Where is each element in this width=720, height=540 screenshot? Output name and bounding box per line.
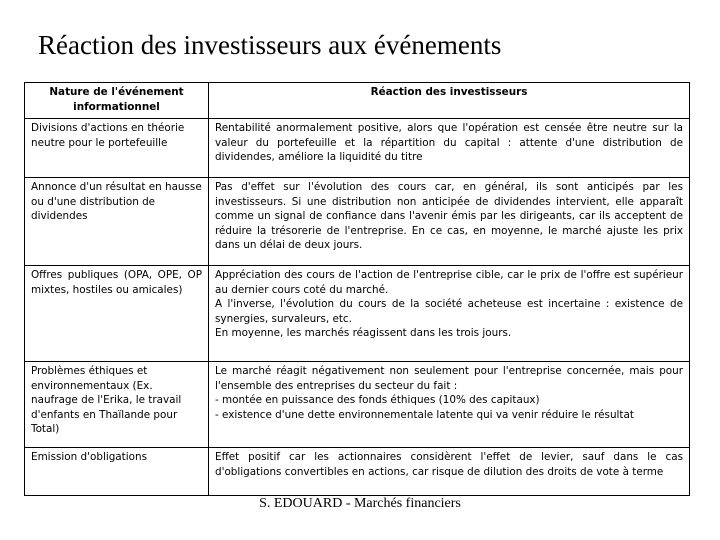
event-cell: Divisions d'actions en théorie neutre pour le portefeuille (25, 119, 209, 178)
footer-author: S. EDOUARD - Marchés financiers (259, 496, 461, 511)
reaction-cell (209, 448, 690, 496)
event-cell: Emission d'obligations (25, 448, 209, 496)
reaction-cell (209, 119, 690, 178)
reaction-text: - montée en puissance des fonds éthiques (10% des capitaux) (215, 394, 540, 406)
reaction-text: En moyenne, les marchés réagissent dans les trois jours. (215, 327, 512, 339)
table-row (25, 119, 690, 178)
reaction-text: Rentabilité anormalement positive, alors que l'opération est censée être neutre sur la valeur du portefeuille et la répartition du capital : attente d'une distribution de dividendes, améliore la liquidité du titre (215, 122, 683, 163)
reaction-text: Effet positif car les actionnaires considèrent l'effet de levier, sauf dans le cas d'obligations convertibles en actions, car risque de dilution des droits de vote à terme (215, 451, 683, 478)
event-cell: Annonce d'un résultat en hausse ou d'une distribution de dividendes (25, 178, 209, 266)
reaction-text: Pas d'effet sur l'évolution des cours car, en général, ils sont anticipés par les investisseurs. Si une distribution non anticipée de dividendes intervient, elle apparaît comme un signal de confiance dans l'avenir émis par les dirigeants, car ils acceptent de réduire la trésorerie de l'entreprise. En ce cas, en moyenne, le marché ajuste les prix dans un délai de deux jours. (215, 181, 683, 251)
table-row (25, 362, 690, 448)
reaction-text: Le marché réagit négativement non seulement pour l'entreprise concernée, mais pour l'ensemble des entreprises du secteur du fait : (215, 365, 683, 392)
reaction-text: Appréciation des cours de l'action de l'entreprise cible, car le prix de l'offre est supérieur au dernier cours coté du marché. (215, 269, 683, 296)
table-header-row (25, 83, 690, 119)
reaction-cell (209, 362, 690, 448)
reaction-text: A l'inverse, l'évolution du cours de la société acheteuse est incertaine : existence de synergies, survaleurs, etc. (215, 298, 683, 325)
header-reaction: Réaction des investisseurs (209, 83, 690, 119)
table-row (25, 448, 690, 496)
table-row (25, 178, 690, 266)
slide-title: Réaction des investisseurs aux événements (38, 30, 502, 60)
table-row (25, 266, 690, 362)
header-event: Nature de l'événement informationnel (25, 83, 209, 119)
reaction-text: - existence d'une dette environnementale latente qui va venir réduire le résultat (215, 408, 634, 421)
event-cell: Offres publiques (OPA, OPE, OP mixtes, hostiles ou amicales) (25, 266, 209, 362)
reaction-cell (209, 178, 690, 266)
event-cell: Problèmes éthiques et environnementaux (Ex. naufrage de l'Erika, le travail d'enfants en Thaïlande pour Total) (25, 362, 209, 448)
events-table (24, 82, 690, 496)
reaction-cell (209, 266, 690, 362)
